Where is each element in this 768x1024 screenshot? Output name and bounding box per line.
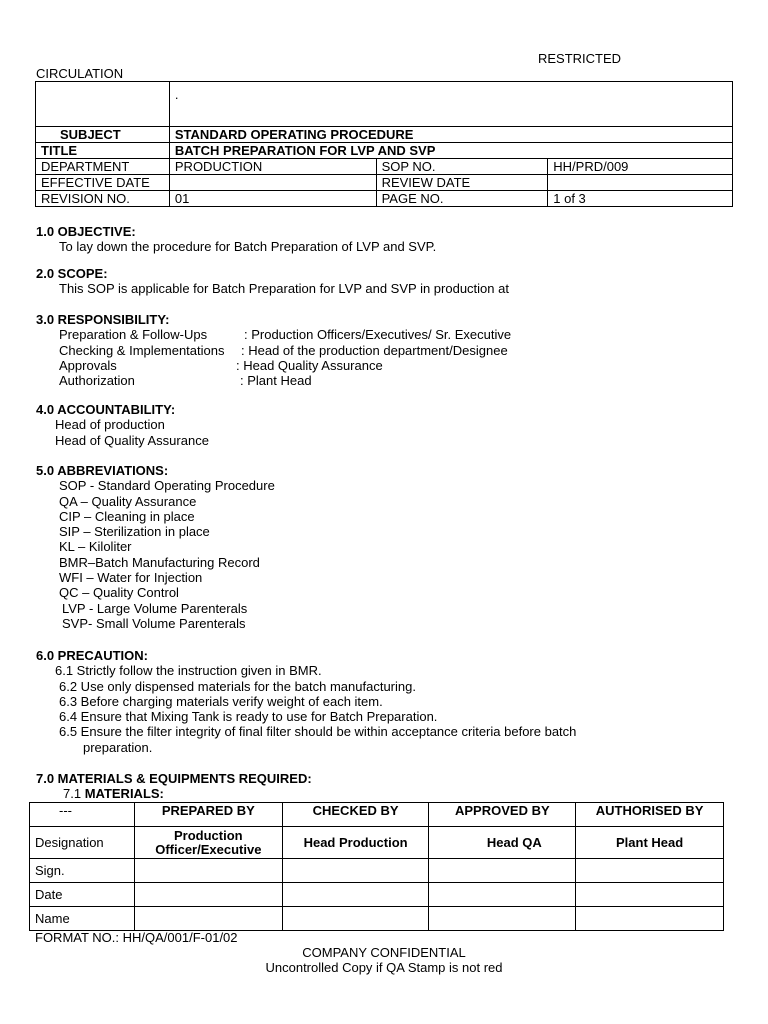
title-value: BATCH PREPARATION FOR LVP AND SVP [169,143,732,159]
section-scope [36,266,509,297]
designation-value: Head Production [282,827,429,859]
name-row-label: Name [30,907,135,931]
sign-cell[interactable] [134,859,282,883]
review-date-label: REVIEW DATE [376,175,548,191]
precaution-item-continued: preparation. [83,739,153,755]
department-label: DEPARTMENT [36,159,170,175]
section-heading: 6.0 PRECAUTION: [36,648,148,663]
section-precaution [36,648,576,755]
responsibility-row [36,373,312,389]
section-accountability [36,402,209,448]
format-number: FORMAT NO.: HH/QA/001/F-01/02 [35,930,238,945]
subject-label: SUBJECT [36,127,170,143]
revision-value: 01 [169,191,376,207]
responsibility-who: : Plant Head [240,373,312,389]
review-date-value [548,175,733,191]
sign-cell[interactable] [576,859,724,883]
materials-subheading [36,786,312,801]
abbreviation-item: CIP – Cleaning in place [59,508,195,524]
abbreviation-item: LVP - Large Volume Parenterals [62,600,248,616]
designation-value: Production Officer/Executive [134,827,282,859]
abbreviation-item: QC – Quality Control [59,585,179,601]
date-cell[interactable] [576,883,724,907]
abbreviation-item: QA – Quality Assurance [59,493,197,509]
revision-label: REVISION NO. [36,191,170,207]
signoff-column-header: APPROVED BY [429,803,576,827]
section-heading: 2.0 SCOPE: [36,266,108,281]
name-cell[interactable] [134,907,282,931]
department-value: PRODUCTION [169,159,376,175]
section-heading: 7.0 MATERIALS & EQUIPMENTS REQUIRED: [36,771,312,786]
signoff-table [29,802,724,931]
abbreviation-item: SIP – Sterilization in place [59,524,210,540]
name-cell[interactable] [576,907,724,931]
abbreviation-item: SVP- Small Volume Parenterals [62,615,246,631]
date-cell[interactable] [134,883,282,907]
accountability-item: Head of Quality Assurance [55,432,209,448]
effective-date-label: EFFECTIVE DATE [36,175,170,191]
sign-cell[interactable] [282,859,429,883]
document-header-table [35,81,733,207]
responsibility-who: : Head Quality Assurance [236,357,383,373]
company-confidential: COMPANY CONFIDENTIAL [302,945,466,960]
scope-text: This SOP is applicable for Batch Preparation for LVP and SVP in production at [59,281,509,297]
section-heading: 1.0 OBJECTIVE: [36,224,136,239]
circulation-value: . [169,82,732,127]
section-heading: 5.0 ABBREVIATIONS: [36,463,169,478]
effective-date-value [169,175,376,191]
precaution-item: 6.1 Strictly follow the instruction given in BMR. [55,663,322,679]
signoff-corner: --- [30,803,135,827]
date-row-label: Date [30,883,135,907]
responsibility-who: : Production Officers/Executives/ Sr. Executive [244,327,512,343]
responsibility-role: Approvals [59,357,117,373]
precaution-item: 6.4 Ensure that Mixing Tank is ready to use for Batch Preparation. [59,709,438,725]
responsibility-role: Preparation & Follow-Ups [59,327,208,343]
precaution-item: 6.2 Use only dispensed materials for the batch manufacturing. [59,678,416,694]
page-number-label: PAGE NO. [376,191,548,207]
sign-cell[interactable] [429,859,576,883]
materials-sub-number: 7.1 [63,786,85,802]
objective-text: To lay down the procedure for Batch Preparation of LVP and SVP. [59,239,437,255]
precaution-item: 6.3 Before charging materials verify weight of each item. [59,693,383,709]
responsibility-who: : Head of the production department/Designee [241,342,508,358]
date-cell[interactable] [429,883,576,907]
sop-number-label: SOP NO. [376,159,548,175]
section-heading: 4.0 ACCOUNTABILITY: [36,402,176,417]
abbreviation-item: WFI – Water for Injection [59,570,203,586]
responsibility-row [36,327,512,343]
abbreviation-item: SOP - Standard Operating Procedure [59,478,275,494]
responsibility-row [36,357,383,373]
signoff-column-header: AUTHORISED BY [576,803,724,827]
subject-value: STANDARD OPERATING PROCEDURE [169,127,732,143]
date-cell[interactable] [282,883,429,907]
responsibility-row [36,342,508,358]
designation-value: Plant Head [576,827,724,859]
circulation-label: CIRCULATION [36,66,124,81]
responsibility-role: Checking & Implementations [59,342,225,358]
accountability-item: Head of production [55,417,165,433]
abbreviation-item: KL – Kiloliter [59,539,132,555]
section-heading: 3.0 RESPONSIBILITY: [36,312,170,327]
name-cell[interactable] [429,907,576,931]
section-abbreviations [36,463,275,631]
section-objective [36,224,436,255]
precaution-item: 6.5 Ensure the filter integrity of final filter should be within acceptance criteria before batch [59,724,577,740]
signoff-column-header: PREPARED BY [134,803,282,827]
sop-number-value: HH/PRD/009 [548,159,733,175]
sign-row-label: Sign. [30,859,135,883]
responsibility-role: Authorization [59,373,135,389]
title-label: TITLE [36,143,170,159]
abbreviation-item: BMR–Batch Manufacturing Record [59,554,260,570]
header-blank-cell [36,82,170,127]
section-materials [36,771,312,802]
name-cell[interactable] [282,907,429,931]
designation-label: Designation [30,827,135,859]
designation-value: Head QA [429,827,576,859]
page-number-value: 1 of 3 [548,191,733,207]
signoff-column-header: CHECKED BY [282,803,429,827]
uncontrolled-copy-note: Uncontrolled Copy if QA Stamp is not red [265,960,503,975]
materials-sub-label: MATERIALS: [84,786,164,802]
restricted-label: RESTRICTED [538,51,622,66]
section-responsibility [36,312,512,389]
